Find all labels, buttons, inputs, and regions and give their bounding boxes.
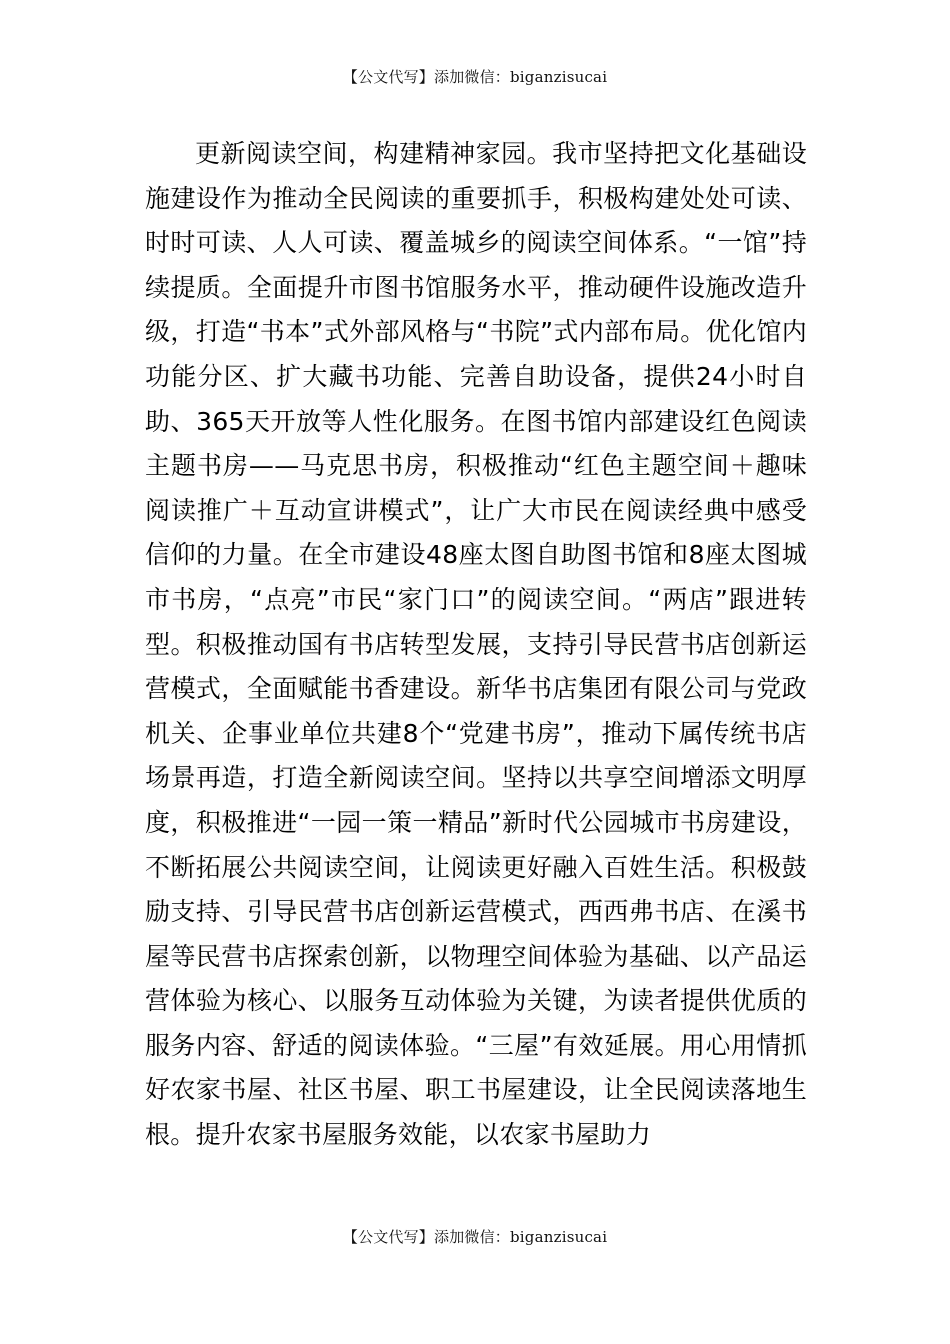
body-paragraph: 更新阅读空间，构建精神家园。我市坚持把文化基础设施建设作为推动全民阅读的重要抓手，积极构建处处可读、时时可读、人人可读、覆盖城乡的阅读空间体系。“一馆”持续提质。全面提升市图书馆服务水平，推动硬件设施改造升级，打造“书本”式外部风格与“书院”式内部布局。优化馆内功能分区、扩大藏书功能、完善自助设备，提供24小时自助、365天开放等人性化服务。在图书馆内部建设红色阅读主题书房——马克思书房，积极推动“红色主题空间＋趣味阅读推广＋互动宣讲模式”，让广大市民在阅读经典中感受信仰的力量。在全市建设48座太图自助图书馆和8座太图城市书房，“点亮”市民“家门口”的阅读空间。“两店”跟进转型。积极推动国有书店转型发展，支持引导民营书店创新运营模式，全面赋能书香建设。新华书店集团有限公司与党政机关、企事业单位共建8个“党建书房”，推动下属传统书店场景再造，打造全新阅读空间。坚持以共享空间增添文明厚度，积极推进“一园一策一精品”新时代公园城市书房建设，不断拓展公共阅读空间，让阅读更好融入百姓生活。积极鼓励支持、引导民营书店创新运营模式，西西弗书店、在溪书屋等民营书店探索创新，以物理空间体验为基础、以产品运营体验为核心、以服务互动体验为关键，为读者提供优质的服务内容、舒适的阅读体验。“三屋”有效延展。用心用情抓好农家书屋、社区书屋、职工书屋建设，让全民阅读落地生根。提升农家书屋服务效能，以农家书屋助力 <box>145 139 807 1150</box>
page-header: 【公文代写】添加微信：biganzisucai <box>342 68 608 86</box>
page-footer: 【公文代写】添加微信：biganzisucai <box>342 1228 608 1246</box>
